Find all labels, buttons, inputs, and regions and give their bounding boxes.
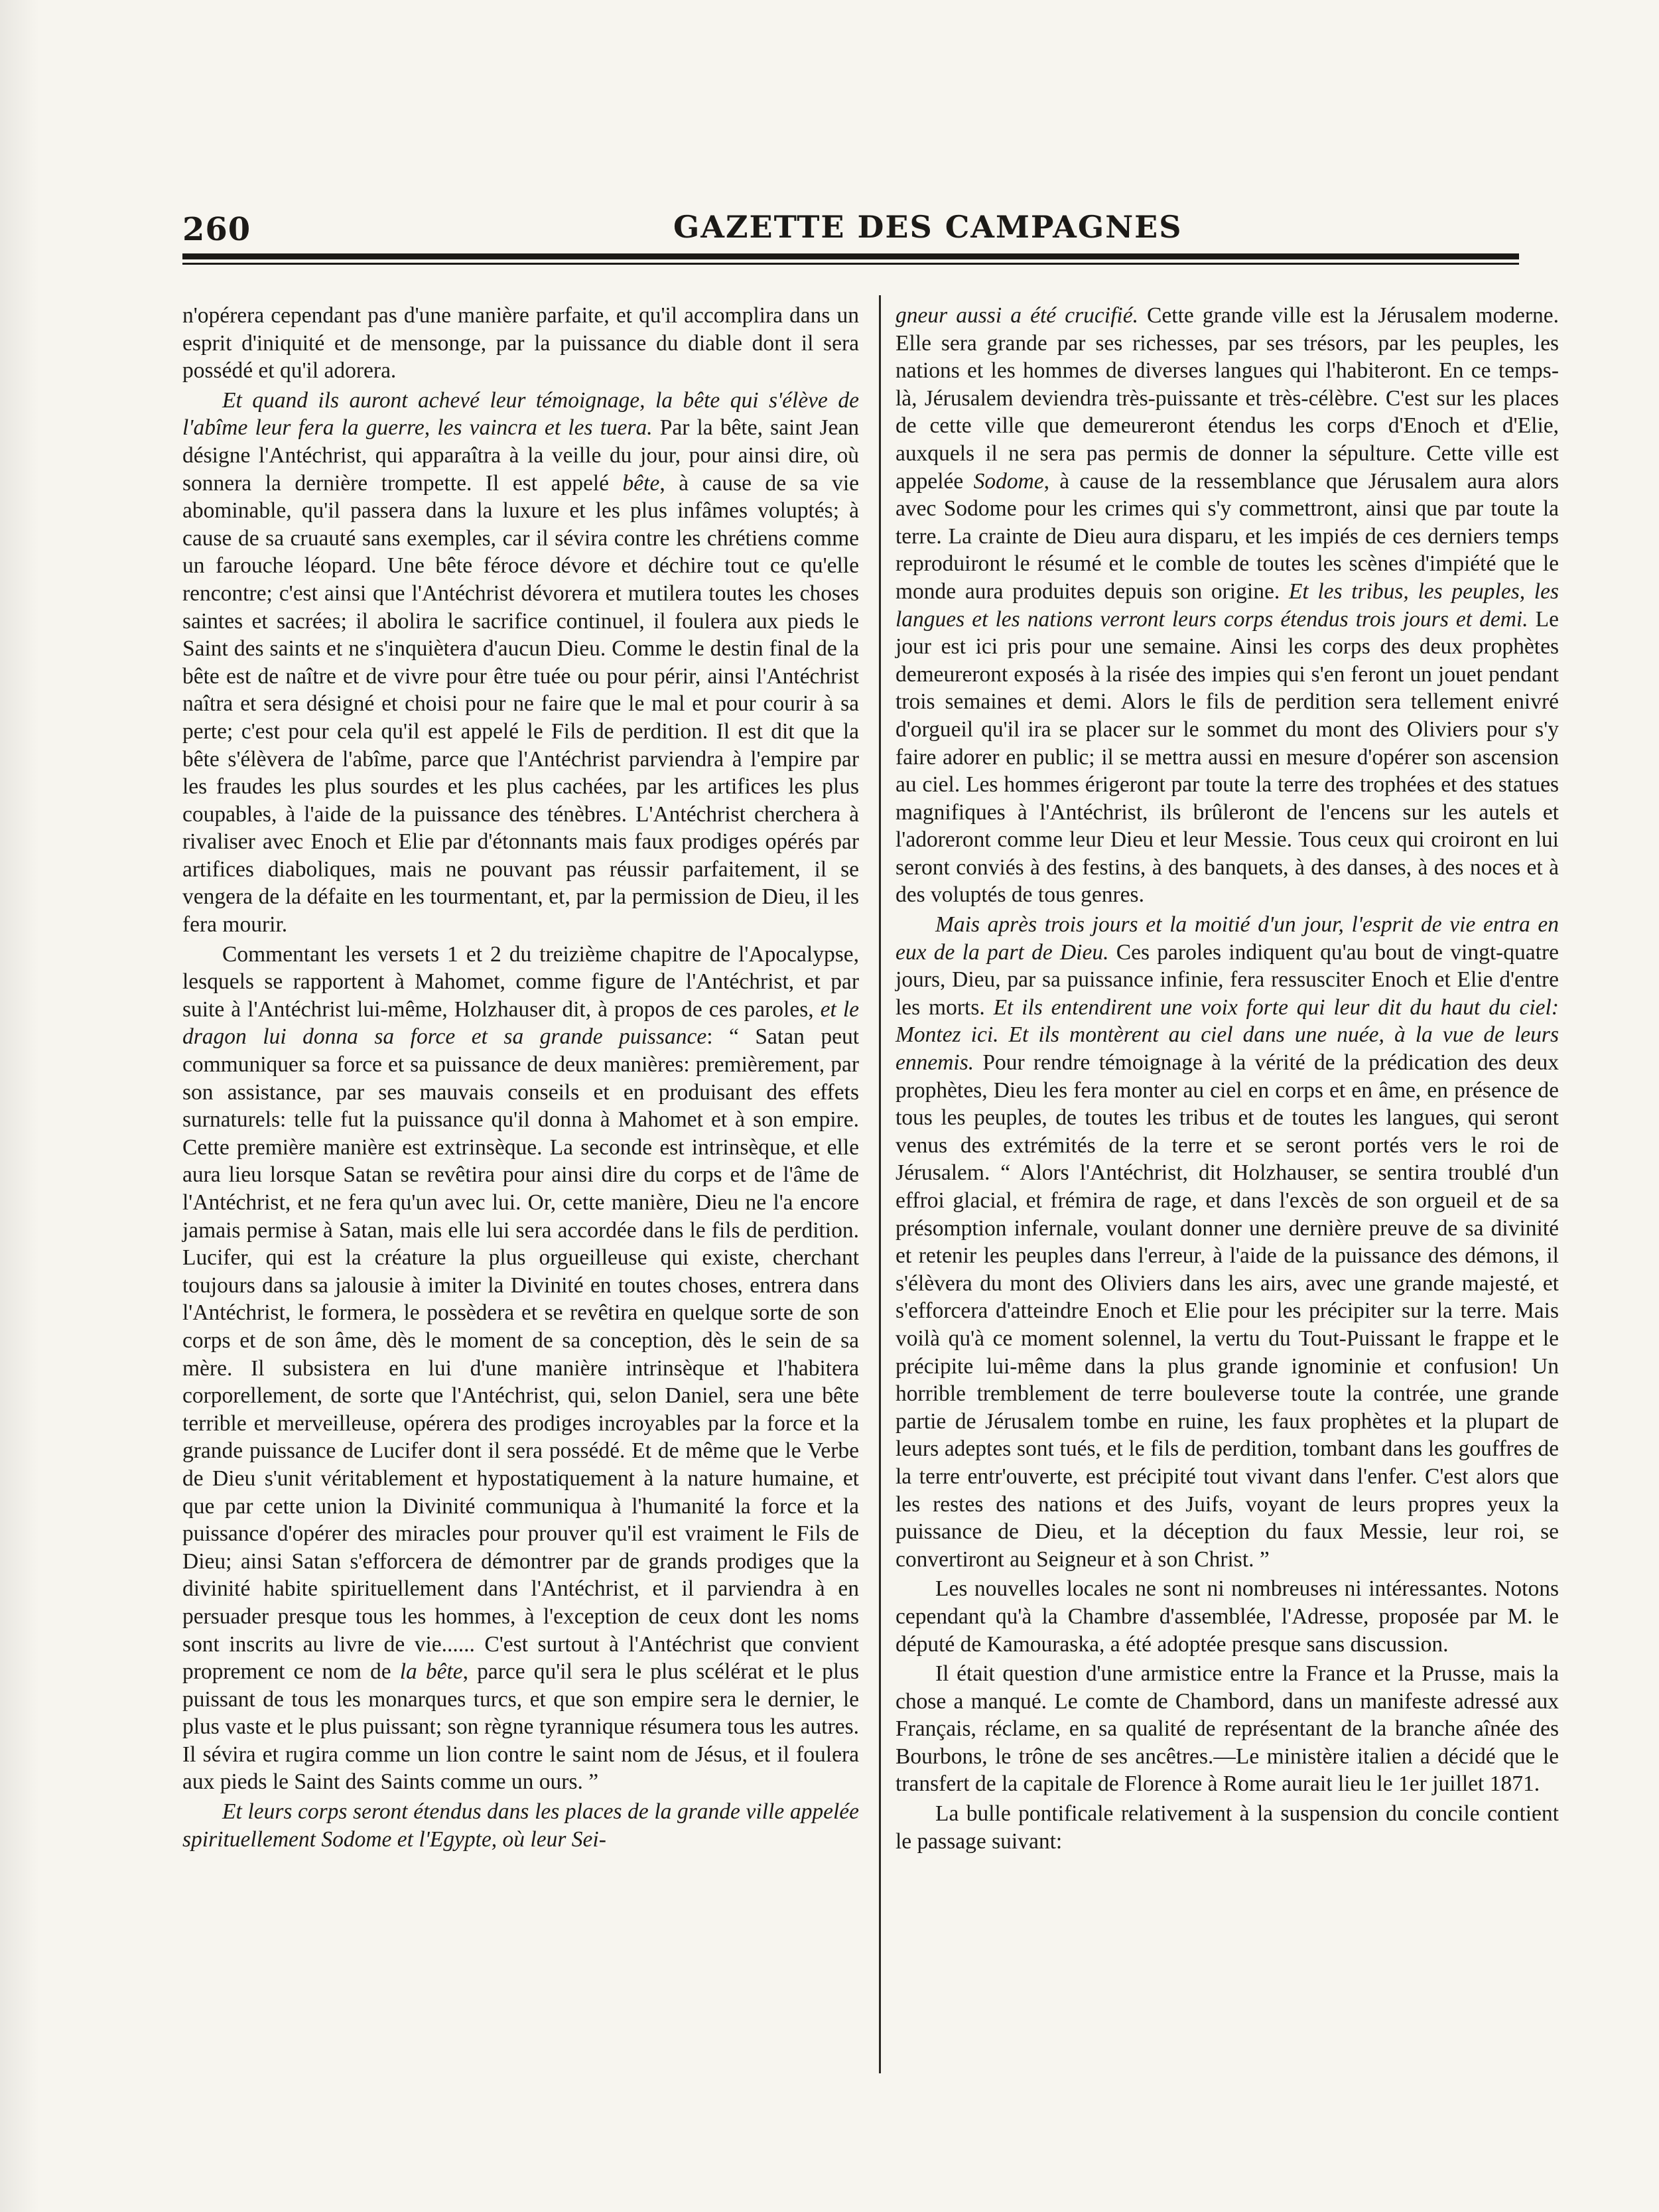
italic-text: Sodome <box>973 468 1044 494</box>
italic-text: Et quand ils auront achevé leur témoignage, la bête qui s'élève de l'abîme leur fera la guerre, les vaincra et les tuera. <box>182 387 859 441</box>
header-rule-thin <box>182 263 1519 265</box>
text-run: Les nouvelles locales ne sont ni nombreuses ni intéressantes. Notons cependant qu'à la Chambre d'assemblée, l'Adresse, proposée par M. le député de Kamouraska, a été adoptée presque sans discussion. <box>896 1576 1559 1657</box>
header-rule-thick <box>182 253 1519 259</box>
italic-text: Mais après trois jours et la moitié d'un jour, l'esprit de vie entra en eux de la part de Dieu. <box>896 912 1559 965</box>
text-run: n'opérera cependant pas d'une manière parfaite, et qu'il accomplira dans un esprit d'iniquité et de mensonge, par la puissance du diable dont il sera possédé et qu'il adorera. <box>182 303 859 383</box>
paragraph <box>182 941 859 1796</box>
text-run: Ces paroles indiquent qu'au bout de vingt-quatre jours, Dieu, par sa puissance infinie, fera ressusciter Enoch et Elie d'entre les morts. <box>896 939 1559 1020</box>
italic-text: Et leurs corps seront étendus dans les places de la grande ville appelée spirituellement Sodome et l'Egypte, où leur Sei- <box>182 1799 859 1852</box>
text-run: , parce qu'il sera le plus scélérat et le plus puissant de tous les monarques turcs, et que son empire sera le dernier, le plus vaste et le plus puissant; son règne tyrannique résumera tous les autres. Il sévira et rugira comme un lion contre le saint nom de Jésus, et il foulera aux pieds le Saint des Saints comme un ours. ” <box>182 1659 860 1795</box>
masthead-title: GAZETTE DES CAMPAGNES <box>673 209 1183 245</box>
text-run: , à cause de la ressemblance que Jérusalem aura alors avec Sodome pour les crimes qui s'y commettront, ainsi que par toute la terre. La crainte de Dieu aura disparu, et les impiés de ces derniers temps reproduiront le résumé et le comble de toutes les scènes d'impiété que le monde aura produites depuis son origine. <box>896 468 1559 604</box>
paragraph <box>182 1798 859 1853</box>
paragraph <box>896 911 1559 1573</box>
text-run: Pour rendre témoignage à la vérité de la prédication des deux prophètes, Dieu les fera monter au ciel en corps et en âme, en présence de tous les peuples, de toutes les tribus et de toutes les langues, qui seront venus des extrémités de la terre et se seront portés vers le roi de Jérusalem. “ Alors l'Antéchrist, dit Holzhauser, se sentira troublé d'un effroi glacial, et frémira de rage, et dans l'excès de son orgueil et de sa présomption infernale, voulant donner une dernière preuve de sa divinité et retenir les peuples dans l'erreur, à l'aide de la puissance des démons, il s'élèvera du mont des Oliviers dans les airs, avec une grande majesté, et s'efforcera d'atteindre Enoch et Elie pour les précipiter sur la terre. Mais voilà qu'à ce moment solennel, la vertu du Tout-Puissant le frappe et le précipite lui-même dans la plus grande ignominie et confusion! Un horrible tremblement de terre bouleverse toute la contrée, une grande partie de Jérusalem tombe en ruine, les faux prophètes et la plupart de leurs adeptes sont tués, et le fils de perdition, tombant dans les gouffres de la terre entr'ouverte, est précipité tout vivant dans l'enfer. C'est alors que les restes des nations et des Juifs, voyant de leurs propres yeux la puissance de Dieu, et la déception du faux Messie, leur roi, se convertiront au Seigneur et à son Christ. ” <box>896 1050 1559 1572</box>
paragraph <box>896 1660 1559 1798</box>
italic-text: gneur aussi a été crucifié. <box>896 303 1138 328</box>
right-column <box>896 302 1559 1855</box>
left-column <box>182 302 859 1853</box>
page-edge-shadow <box>0 0 40 2212</box>
paragraph <box>182 302 859 385</box>
paragraph <box>896 1575 1559 1658</box>
italic-text: Et les tribus, les peuples, les langues et les nations verront leurs corps étendus trois jours et demi. <box>896 579 1559 632</box>
column-divider <box>879 295 881 2073</box>
text-run: Le jour est ici pris pour une semaine. Ainsi les corps des deux prophètes demeureront exposés à la risée des impies qui s'en feront un jouet pendant trois semaines et demi. Alors le fils de perdition sera tellement enivré d'orgueil qu'il ira se placer sur le sommet du mont des Oliviers pour s'y faire adorer en public; il se mettra aussi en mesure d'opérer son ascension au ciel. Les hommes érigeront par toute la terre des trophées et des statues magnifiques à l'Antéchrist, ils brûleront de l'encens sur les autels et l'adoreront comme leur Dieu et leur Messie. Tous ceux qui croiront en lui seront conviés à des festins, à des banquets, à des danses, à des noces et à des voluptés de tous genres. <box>896 606 1559 908</box>
paragraph <box>182 387 859 939</box>
text-run: La bulle pontificale relativement à la suspension du concile contient le passage suivant: <box>896 1801 1559 1854</box>
italic-text: Et ils entendirent une voix forte qui leur dit du haut du ciel: Montez ici. Et ils montèrent au ciel dans une nuée, à la vue de leurs ennemis. <box>896 995 1559 1075</box>
text-run: , à cause de sa vie abominable, qu'il passera dans la luxure et les plus infâmes voluptés; à cause de sa cruauté sans exemples, car il sévira contre les chrétiens comme un farouche léopard. Une bête féroce dévore et déchire tout ce qu'elle rencontre; c'est ainsi que l'Antéchrist dévorera et mutilera toutes les choses saintes et sacrées; il abolira le sacrifice continuel, il foulera aux pieds le Saint des saints et ne s'inquiètera d'aucun Dieu. Comme le destin final de la bête est de naître et de vivre pour être tuée ou pour périr, ainsi l'Antéchrist naîtra et sera désigné et choisi pour ne faire que le mal et pour courir à sa perte; c'est pour cela qu'il est appelé le Fils de perdition. Il est dit que la bête s'élèvera de l'abîme, parce que l'Antéchrist parviendra à l'empire par les fraudes les plus sourdes et les plus cachées, par les artifices les plus coupables, à l'aide de la puissance des ténèbres. L'Antéchrist cherchera à rivaliser avec Enoch et Elie par d'étonnants mais faux prodiges opérés par artifices diaboliques, mais ne pouvant pas réussir parfaitement, il se vengera de la défaite en les tourmentant, et, par la permission de Dieu, il les fera mourir. <box>182 470 859 937</box>
italic-text: et le dragon lui donna sa force et sa grande puissance <box>182 997 859 1050</box>
italic-text: la bête <box>399 1659 463 1685</box>
text-run: Cette grande ville est la Jérusalem moderne. Elle sera grande par ses richesses, par ses trésors, par les peuples, les nations et les hommes de diverses langues qui l'habiteront. En ce temps-là, Jérusalem deviendra très-puissante et très-célèbre. C'est sur les places de cette ville que demeureront étendus les corps d'Enoch et d'Elie, auxquels il ne sera pas permis de donner la sépulture. Cette ville est appelée <box>896 303 1559 494</box>
text-run: Commentant les versets 1 et 2 du treizième chapitre de l'Apocalypse, lesquels se rapportent à Mahomet, comme figure de l'Antéchrist, et par suite à l'Antéchrist lui-même, Holzhauser dit, à propos de ces paroles, <box>182 941 859 1022</box>
page-number: 260 <box>182 211 251 248</box>
text-run: : “ Satan peut communiquer sa force et sa puissance de deux manières: premièrement, par son assistance, par ses mauvais conseils et en produisant des effets surnaturels: telle fut la puissance qu'il donna à Mahomet et à son empire. Cette première manière est extrinsèque. La seconde est intrinsèque, et elle aura lieu lorsque Satan se revêtira pour ainsi dire du corps et de l'âme de l'Antéchrist, et ne fera qu'un avec lui. Or, cette manière, Dieu ne l'a encore jamais permise à Satan, mais elle lui sera accordée dans le fils de perdition. Lucifer, qui est la créature la plus orgueilleuse qui existe, cherchant toujours dans sa jalousie à imiter la Divinité en toutes choses, entrera dans l'Antéchrist, le formera, le possèdera et se revêtira en quelque sorte de son corps et de son âme, dès le moment de sa conception, dès le sein de sa mère. Il subsistera en lui d'une manière intrinsèque et l'habitera corporellement, de sorte que l'Antéchrist, qui, selon Daniel, sera une bête terrible et merveilleuse, opérera des prodiges incroyables par la force et la grande puissance de Lucifer dont il sera possédé. Et de même que le Verbe de Dieu s'unit véritablement et hypostatiquement à la nature humaine, et que par cette union la Divinité communiqua à l'humanité la force et la puissance d'opérer des miracles pour prouver qu'il est vraiment le Fils de Dieu; ainsi Satan s'efforcera de démontrer par de grands prodiges que la divinité habite spirituellement dans l'Antéchrist, et il parviendra à en persuader presque tous les hommes, à l'exception de ceux dont les noms sont inscrits au livre de vie...... C'est surtout à l'Antéchrist que convient proprement ce nom de <box>182 1024 860 1685</box>
text-run: Par la bête, saint Jean désigne l'Antéchrist, qui apparaîtra à la veille du jour, pour ainsi dire, où sonnera la dernière trompette. Il est appelé <box>182 415 859 496</box>
italic-text: bête <box>622 470 660 496</box>
text-run: Il était question d'une armistice entre la France et la Prusse, mais la chose a manqué. Le comte de Chambord, dans un manifeste adressé aux Français, réclame, en sa qualité de représentant de la branche aînée des Bourbons, le trône de ses ancêtres.—Le ministère italien a décidé que le transfert de la capitale de Florence à Rome aurait lieu le 1er juillet 1871. <box>896 1661 1559 1797</box>
paragraph <box>896 302 1559 909</box>
paragraph <box>896 1800 1559 1855</box>
